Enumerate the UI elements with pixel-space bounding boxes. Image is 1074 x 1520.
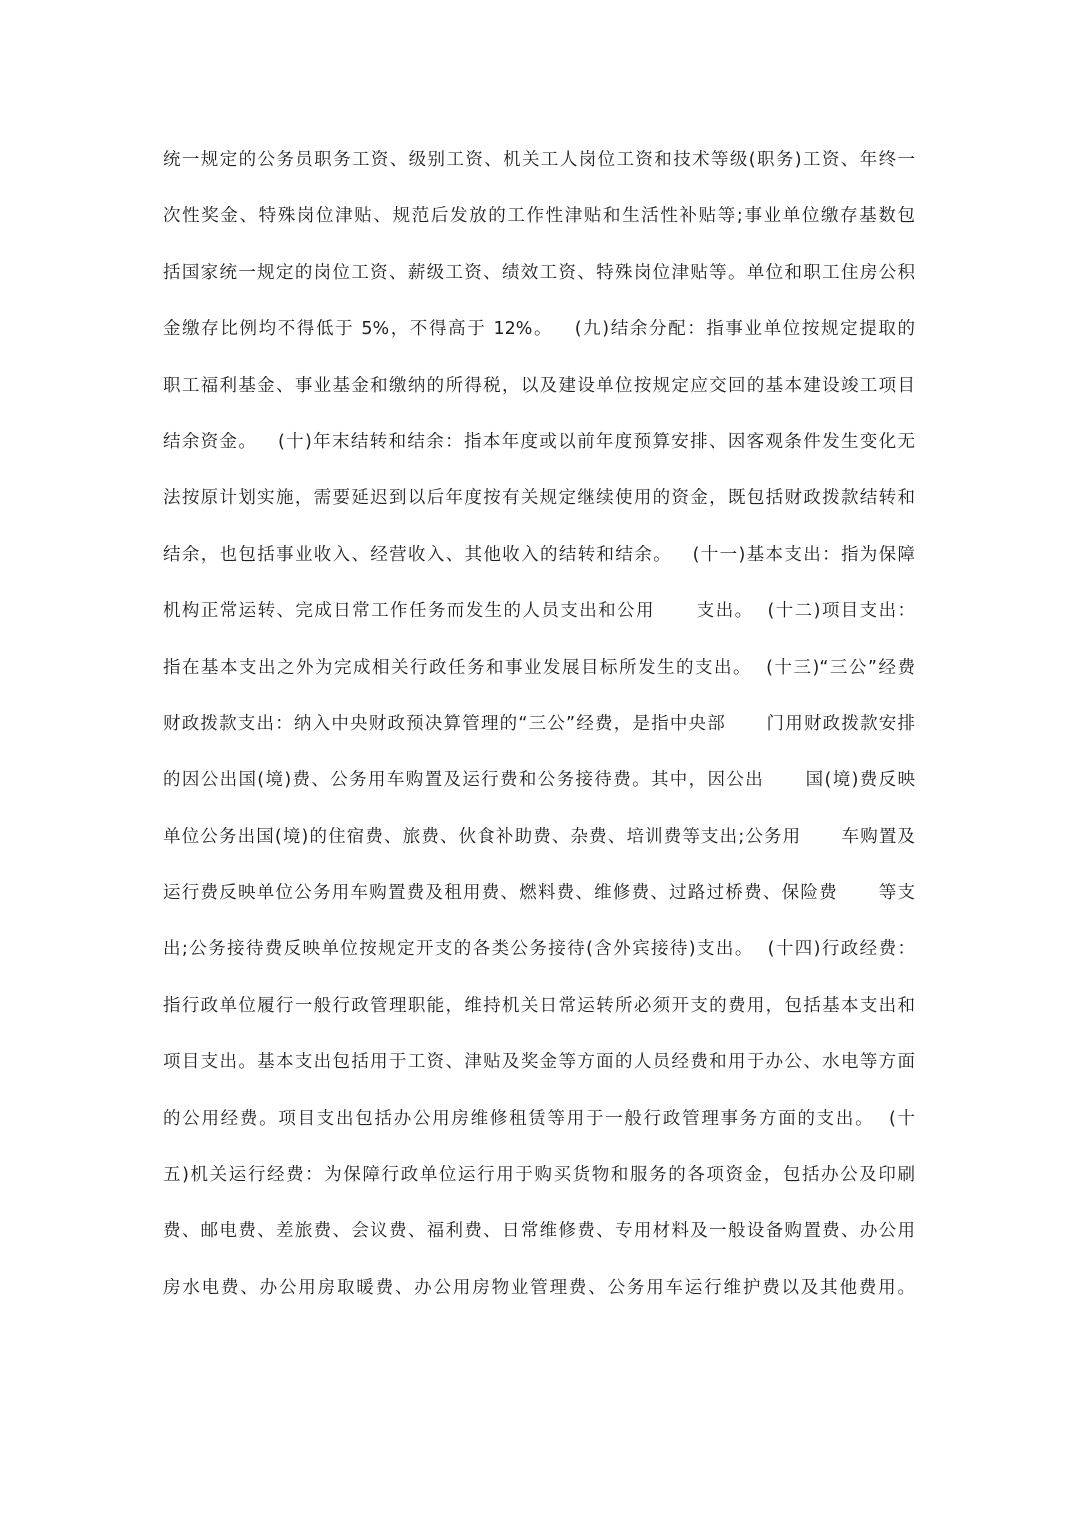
text-line: 机构正常运转、完成日常工作任务而发生的人员支出和公用 支出。 (十二)项目支出： [163, 601, 915, 622]
body-text [163, 138, 915, 1322]
text-line: 法按原计划实施，需要延迟到以后年度按有关规定继续使用的资金，既包括财政拨款结转和 [163, 488, 915, 509]
text-line: 金缴存比例均不得低于 5%，不得高于 12%。 (九)结余分配：指事业单位按规定提取的 [163, 319, 915, 340]
text-line: 运行费反映单位公务用车购置费及租用费、燃料费、维修费、过路过桥费、保险费 等支 [163, 883, 915, 904]
text-line: 五)机关运行经费：为保障行政单位运行用于购买货物和服务的各项资金，包括办公及印刷 [163, 1165, 915, 1186]
text-line: 指在基本支出之外为完成相关行政任务和事业发展目标所发生的支出。 (十三)“三公”经费 [163, 657, 915, 678]
text-line: 指行政单位履行一般行政管理职能，维持机关日常运转所必须开支的费用，包括基本支出和 [163, 995, 915, 1016]
text-line: 次性奖金、特殊岗位津贴、规范后发放的工作性津贴和生活性补贴等;事业单位缴存基数包 [163, 206, 915, 227]
text-line-last: 房水电费、办公用房取暖费、办公用房物业管理费、公务用车运行维护费以及其他费用。 [163, 1277, 915, 1298]
text-line: 的因公出国(境)费、公务用车购置及运行费和公务接待费。其中，因公出 国(境)费反映 [163, 770, 915, 791]
text-line: 统一规定的公务员职务工资、级别工资、机关工人岗位工资和技术等级(职务)工资、年终一 [163, 150, 915, 170]
text-line: 的公用经费。项目支出包括办公用房维修租赁等用于一般行政管理事务方面的支出。 (十 [163, 1108, 915, 1129]
text-line: 职工福利基金、事业基金和缴纳的所得税，以及建设单位按规定应交回的基本建设竣工项目 [163, 375, 915, 396]
text-line: 结余资金。 (十)年末结转和结余：指本年度或以前年度预算安排、因客观条件发生变化无 [163, 431, 915, 452]
text-line: 单位公务出国(境)的住宿费、旅费、伙食补助费、杂费、培训费等支出;公务用 车购置及 [163, 826, 915, 847]
text-line: 括国家统一规定的岗位工资、薪级工资、绩效工资、特殊岗位津贴等。单位和职工住房公积 [163, 262, 915, 283]
text-line: 财政拨款支出：纳入中央财政预决算管理的“三公”经费，是指中央部 门用财政拨款安排 [163, 713, 915, 734]
text-line: 出;公务接待费反映单位按规定开支的各类公务接待(含外宾接待)支出。 (十四)行政经费： [163, 939, 915, 960]
text-line: 项目支出。基本支出包括用于工资、津贴及奖金等方面的人员经费和用于办公、水电等方面 [163, 1052, 915, 1073]
text-line: 结余，也包括事业收入、经营收入、其他收入的结转和结余。 (十一)基本支出：指为保障 [163, 544, 915, 565]
text-line: 费、邮电费、差旅费、会议费、福利费、日常维修费、专用材料及一般设备购置费、办公用 [163, 1221, 915, 1242]
